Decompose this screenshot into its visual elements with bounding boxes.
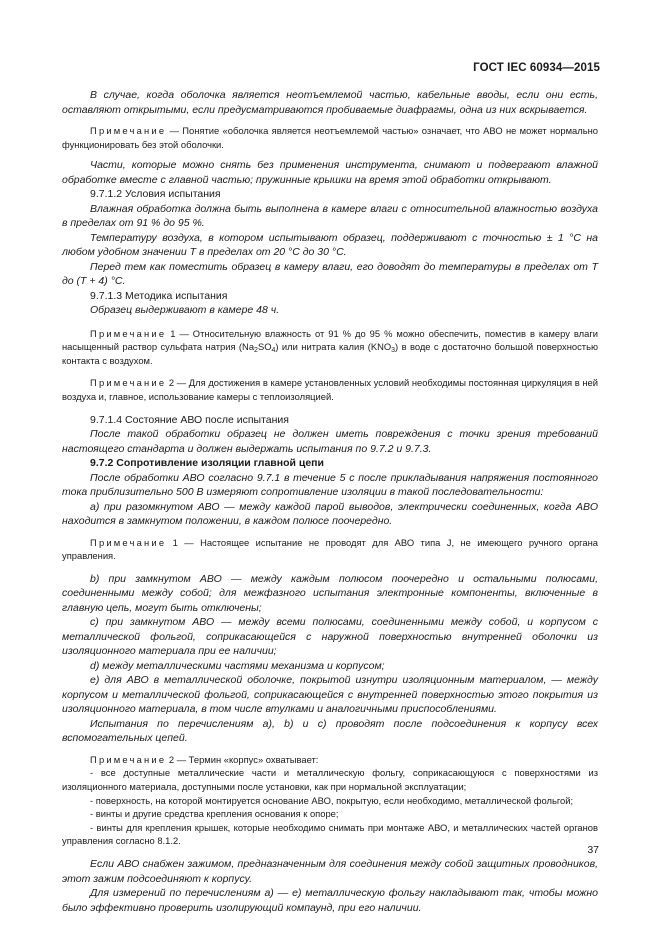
paragraph: Испытания по перечислениям а), b) и с) проводят после подсоединения к корпусу всех вспомогательных цепей. [62,717,598,745]
note-label: Примечание [90,753,167,765]
standard-header: ГОСТ IEC 60934—2015 [473,62,600,74]
paragraph: Влажная обработка должна быть выполнена в камере влаги с относительной влажностью воздуха в пределах от 91 % до 95 %. [62,202,598,230]
section-heading: 9.7.1.4 Состояние АВО после испытания [90,413,289,426]
paragraph: После такой обработки образец не должен иметь повреждения с точки зрения требований настоящего стандарта и должен выдержать испытания по 9.7.2 и 9.7.3. [62,428,598,455]
paragraph: В случае, когда оболочка является неотъемлемой частью, кабельные вводы, если они есть, оставляют открытыми, если предусматриваются пробиваемые диафрагмы, одна из них вскрывается. [62,89,598,116]
note-paragraph [62,536,598,563]
note-text: 2 — Для достижения в камере установленных условий необходимы постоянная циркуляция в ней воздуха и, главное, использование камеры с теплоизоляцией. [62,377,598,403]
page-number: 37 [587,844,599,856]
list-item: d) между металлическими частями механизма и корпусом; [90,659,385,672]
paragraph: Перед тем как поместить образец в камеру влаги, его доводят до температуры в пределах от Т до (Т + 4) °С. [62,260,598,288]
section-heading: 9.7.1.2 Условия испытания [90,188,221,201]
paragraph: Температуру воздуха, в котором испытывают образец, поддерживают с точностью ± 1 °С на любом удобном значении T в пределах от 20 °С до 30 °С. [62,231,598,259]
note-label: Примечание [90,536,167,548]
note-list-item: - винты для крепления крышек, которые необходимо снимать при монтаже АВО, и металлических частей органов управления согласно 8.1.2. [62,821,598,847]
paragraph: Образец выдерживают в камере 48 ч. [90,304,280,317]
paragraph: После обработки АВО согласно 9.7.1 в течение 5 с после прикладывания напряжения постоянного тока приблизительно 500 В измеряют сопротивление изоляции в такой последовательности: [62,471,598,499]
list-item: а) при разомкнутом АВО — между каждой парой выводов, электрически соединенных, когда АВО находится в замкнутом положении, в каждом полюсе поочередно. [62,500,598,528]
note-text: 2 — Термин «корпус» охватывает: [166,753,319,765]
paragraph: Части, которые можно снять без применения инструмента, снимают и подвергают влажной обработке вместе с главной частью; пружинные крышки на время этой обработки открывают. [62,159,598,186]
note-list-item: - винты и другие средства крепления основания к опоре; [90,808,339,820]
list-item: с) при замкнутом АВО — между всеми полюсами, соединенными между собой, и корпусом с металлической фольгой, соприкасающейся с наружной поверхностью внутренней оболочки из изоляционного материала при ее наличии; [62,616,598,658]
list-item: b) при замкнутом АВО — между каждым полюсом поочередно и остальными полюсами, соединенными между собой; для межфазного испытания электронные компоненты, включенные в главную цепь, могут быть отключены; [62,572,598,614]
paragraph: Для измерений по перечислениям а) — е) металлическую фольгу накладывают так, чтобы можно было эффективно проверить изолирующий компаунд, при его наличии. [62,887,598,914]
paragraph: Если АВО снабжен зажимом, предназначенным для соединения между собой защитных проводников, этот зажим подсоединяют к корпусу. [62,858,598,885]
note-label: Примечание [90,125,167,136]
note-paragraph [62,753,598,767]
note-list-item: - все доступные металлические части и металлическую фольгу, соприкасающуюся с поверхностями из изоляционного материала, доступными после установки, как при нормальной эксплуатации; [62,767,598,793]
note-paragraph [62,376,598,403]
note-paragraph: Примечание 1 — Относительную влажность от 91 % до 95 % можно обеспечить, поместив в камеру влаги насыщенный раствор сульфата натрия $(Na_2SO_4)$ или нитрата калия $(KNO_3)$ в воде с достаточно большой поверхностью контакта с воздухом. [62,327,598,366]
section-heading: 9.7.2 Сопротивление изоляции главной цепи [90,457,324,470]
note-label: Примечание [90,377,167,389]
note-paragraph [62,124,598,151]
note-label: Примечание [90,327,167,339]
note-list-item: - поверхность, на которой монтируется основание АВО, покрытую, если необходимо, металлической фольгой; [90,794,574,806]
note-text: — Понятие «оболочка является неотъемлемой частью» означает, что АВО не может нормально функционировать без этой оболочки. [62,125,598,150]
section-heading: 9.7.1.3 Методика испытания [90,289,228,302]
note-text: 1 — Настоящее испытание не проводят для АВО типа J, не имеющего ручного органа управления. [62,536,598,562]
page-content [62,88,598,915]
list-item: е) для АВО в металлической оболочке, покрытой изнутри изоляционным материалом, — между корпусом и металлической фольгой, соприкасающейся с внутренней поверхностью этого покрытия из изоляционного материала, в том числе втулками и аналогичными приспособлениями. [62,674,598,716]
